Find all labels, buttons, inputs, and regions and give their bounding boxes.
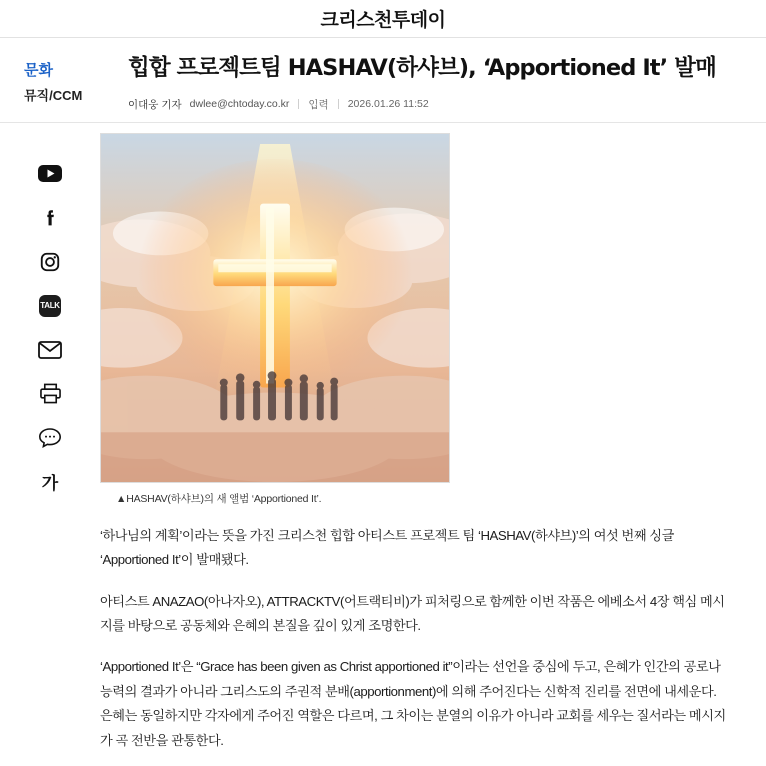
figure-caption: ▲HASHAV(하샤브)의 새 앨범 ‘Apportioned It’. (116, 492, 322, 505)
album-cover-image (100, 133, 450, 483)
paragraph-3: ‘Apportioned It’은 “Grace has been given as Christ apportioned it”이라는 선언을 중심에 두고, 은혜가 인간의 공로나 능력의 결과가 아니라 그리스도의 주권적 분배(apportionment)에 의해 주어진다는 신학적 진리를 전면에 내세운다. 은혜는 동일하지만 각자에게 주어진 역할은 다르며, 그 차이는 분열의 이유가 아니라 교회를 세우는 질서라는 메시지가 곡 전반을 관통한다. (100, 659, 726, 748)
print-button[interactable] (37, 381, 63, 407)
article-body (0, 123, 766, 766)
reporter-name: 이대웅 기자 (128, 98, 182, 111)
reporter-email[interactable]: dwlee@chtoday.co.kr (189, 98, 290, 111)
page-title: 힙합 프로젝트팀 HASHAV(하샤브), ‘Apportioned It’ 발매 (128, 55, 716, 81)
article-paragraphs (100, 510, 728, 753)
article-content (100, 133, 766, 766)
byline-divider (298, 99, 299, 109)
paragraph-2: 아티스트 ANAZAO(아나자오), ATTRACKTV(어트랙티비)가 피처링으로 함께한 이번 작품은 에베소서 4장 핵심 메시지를 바탕으로 공동체와 은혜의 본질을 깊이 있게 조명한다. (100, 593, 725, 633)
kakaotalk-icon: TALK (39, 295, 61, 317)
kakaotalk-share-button[interactable] (37, 293, 63, 319)
article-header (0, 38, 766, 123)
instagram-share-button[interactable] (37, 249, 63, 275)
font-size-button[interactable] (37, 469, 63, 495)
byline (128, 97, 746, 122)
category-sub-label[interactable]: 뮤직/CCM (24, 88, 83, 103)
category-column (24, 54, 124, 122)
font-size-icon: 가 (41, 474, 59, 495)
publish-date: 2026.01.26 11:52 (347, 98, 429, 111)
site-masthead (0, 0, 766, 38)
facebook-share-button[interactable] (37, 205, 63, 231)
date-label: 입력 (308, 98, 329, 111)
paragraph-1: ‘하나님의 계획’이라는 뜻을 가진 크리스천 힙합 아티스트 프로젝트 팀 ‘HASHAV(하샤브)’의 여섯 번째 싱글 ‘Apportioned It’이 발매됐다. (100, 527, 674, 568)
facebook-icon (39, 207, 61, 229)
email-share-button[interactable] (37, 337, 63, 363)
category-main-label[interactable]: 문화 (24, 62, 53, 79)
share-rail (0, 133, 100, 766)
email-icon (38, 341, 62, 359)
title-column (124, 54, 746, 122)
youtube-icon (38, 165, 62, 182)
byline-divider-2 (338, 99, 339, 109)
youtube-share-button[interactable] (37, 161, 63, 187)
comment-button[interactable] (37, 425, 63, 451)
comment-icon (38, 427, 62, 448)
instagram-icon (39, 251, 61, 273)
article-figure (100, 133, 728, 506)
printer-icon (39, 383, 62, 404)
site-logo[interactable]: 크리스천투데이 (320, 9, 446, 31)
